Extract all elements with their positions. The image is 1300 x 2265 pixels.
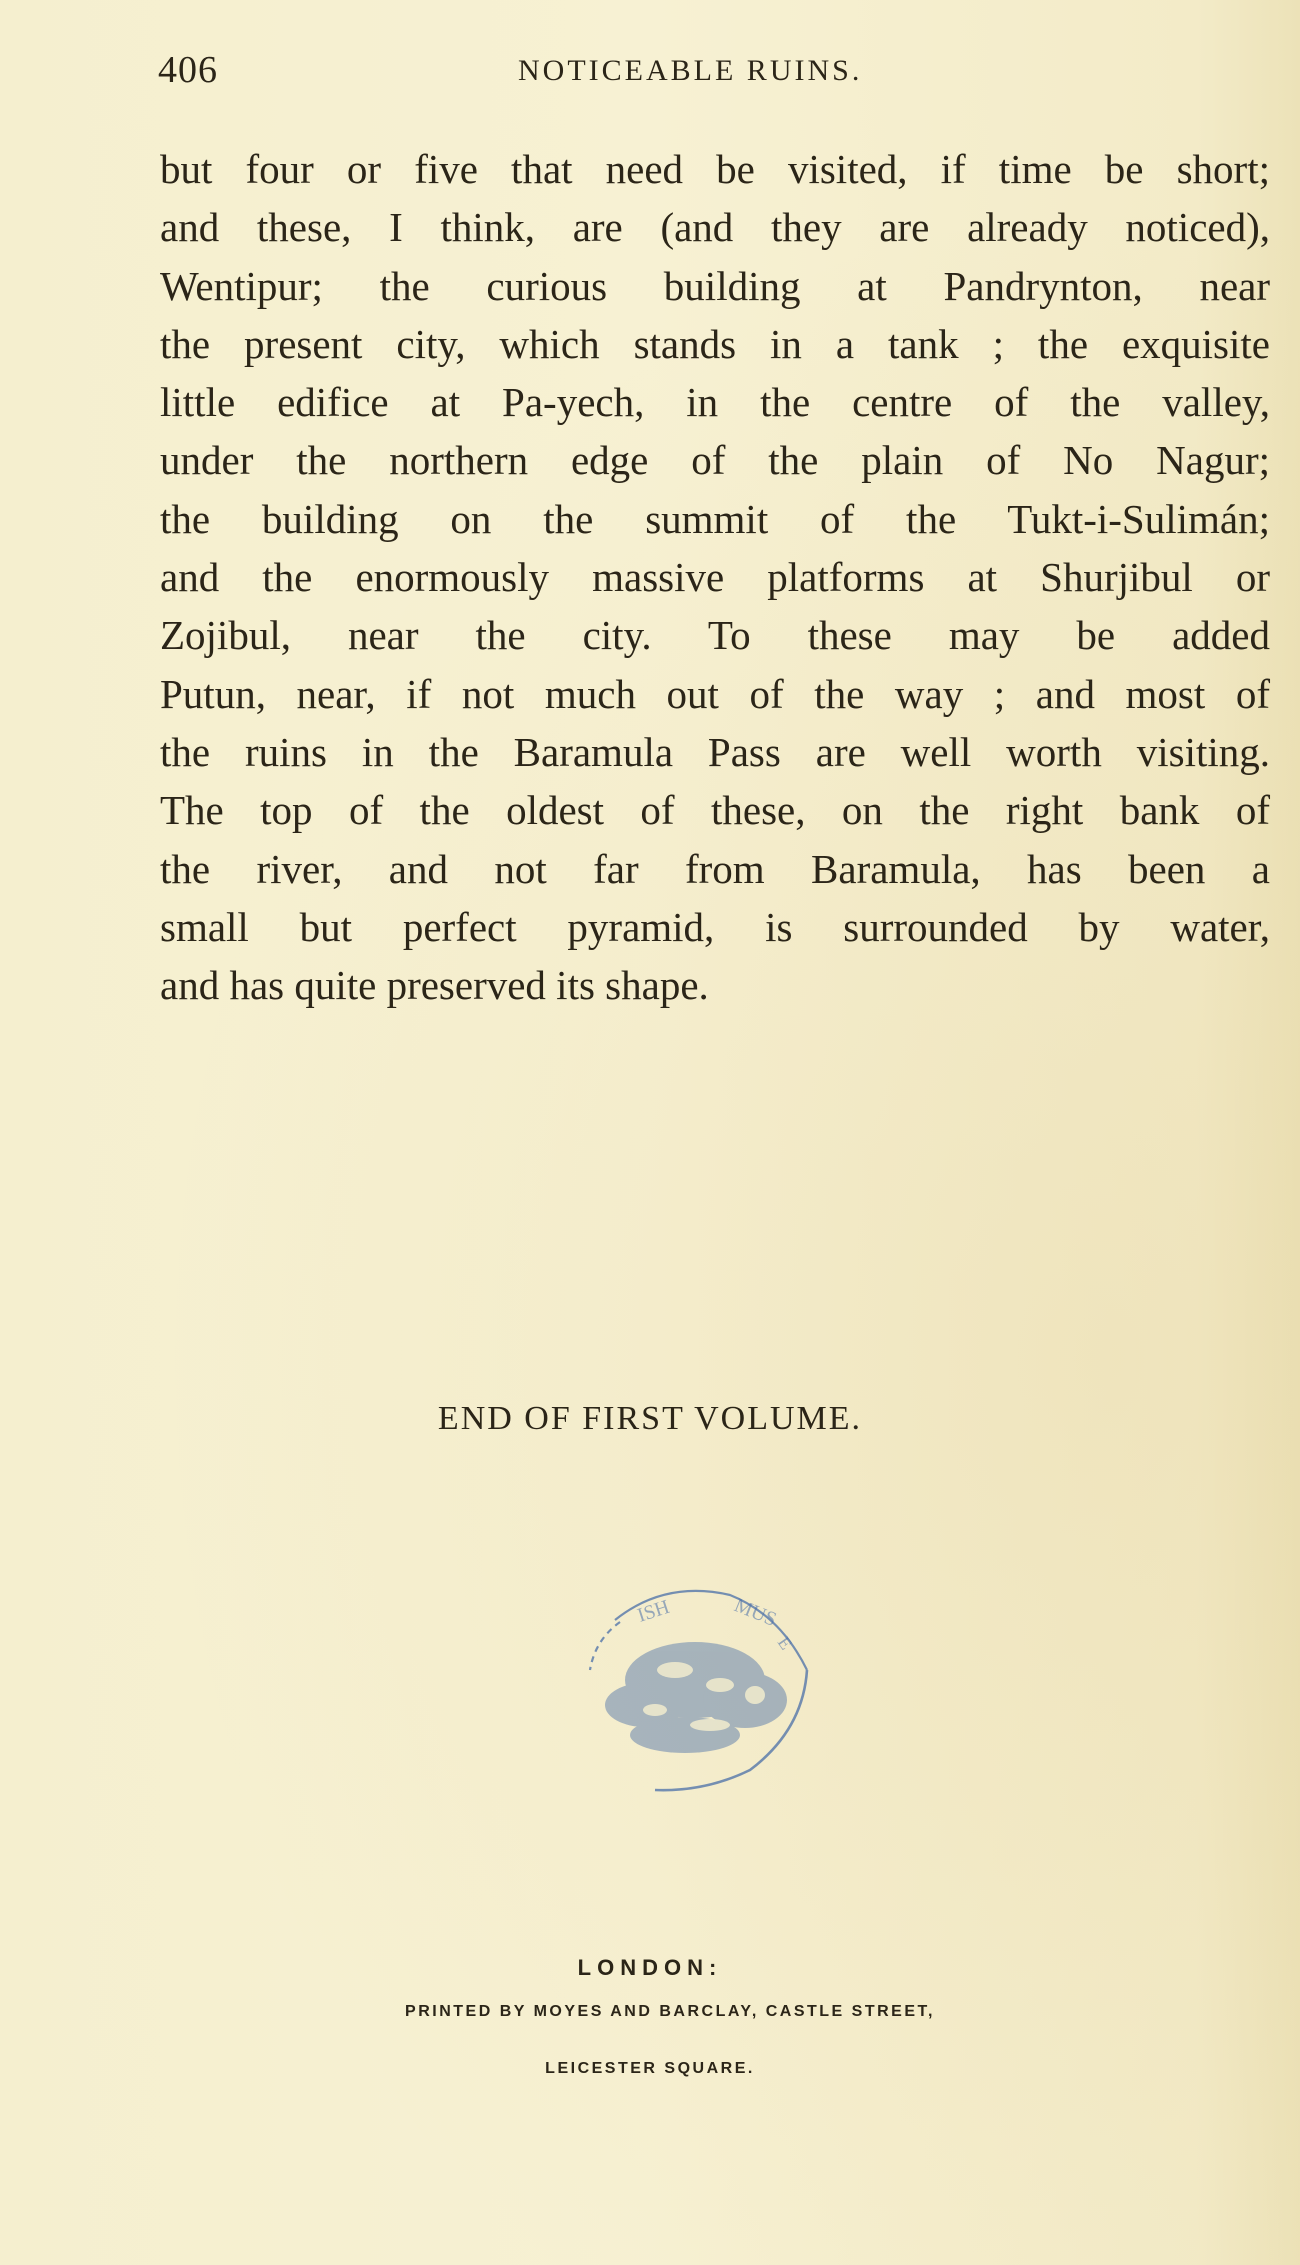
text-line: the building on the summit of the Tukt-i-Sulimán; <box>160 495 1270 542</box>
library-stamp-icon <box>545 1560 825 1800</box>
text-line: the ruins in the Baramula Pass are well worth visiting. <box>160 728 1270 775</box>
end-of-volume-note: END OF FIRST VOLUME. <box>437 1400 863 1437</box>
svg-text:E: E <box>773 1632 797 1654</box>
imprint-printer: PRINTED BY MOYES AND BARCLAY, CASTLE STREET, <box>405 2003 935 2020</box>
text-line: Putun, near, if not much out of the way ; and most of <box>160 670 1270 717</box>
text-line: small but perfect pyramid, is surrounded by water, <box>160 903 1270 950</box>
text-line: Zojibul, near the city. To these may be added <box>160 612 1270 659</box>
svg-text:ISH: ISH <box>634 1595 673 1627</box>
page-number: 406 <box>158 49 218 91</box>
imprint-street: LEICESTER SQUARE. <box>545 2060 755 2077</box>
text-line: under the northern edge of the plain of No Nagur; <box>160 437 1270 484</box>
running-head: NOTICEABLE RUINS. <box>518 54 863 87</box>
stamp-graphic <box>545 1560 825 1800</box>
text-line: and has quite preserved its shape. <box>160 962 709 1009</box>
text-line: the river, and not far from Baramula, has been a <box>160 845 1270 892</box>
text-line: and the enormously massive platforms at Shurjibul or <box>160 554 1270 601</box>
text-line: and these, I think, are (and they are already noticed), <box>160 204 1270 251</box>
text-line: little edifice at Pa-yech, in the centre of the valley, <box>160 379 1270 426</box>
page-header <box>158 48 1158 108</box>
text-line: The top of the oldest of these, on the right bank of <box>160 787 1270 834</box>
svg-text:MUS: MUS <box>731 1594 780 1631</box>
text-line: the present city, which stands in a tank ; the exquisite <box>160 320 1270 367</box>
imprint-city: LONDON: <box>577 1955 723 1980</box>
text-line: but four or five that need be visited, if time be short; <box>160 146 1270 192</box>
text-line: Wentipur; the curious building at Pandrynton, near <box>160 262 1270 309</box>
body-text <box>160 140 1270 1014</box>
